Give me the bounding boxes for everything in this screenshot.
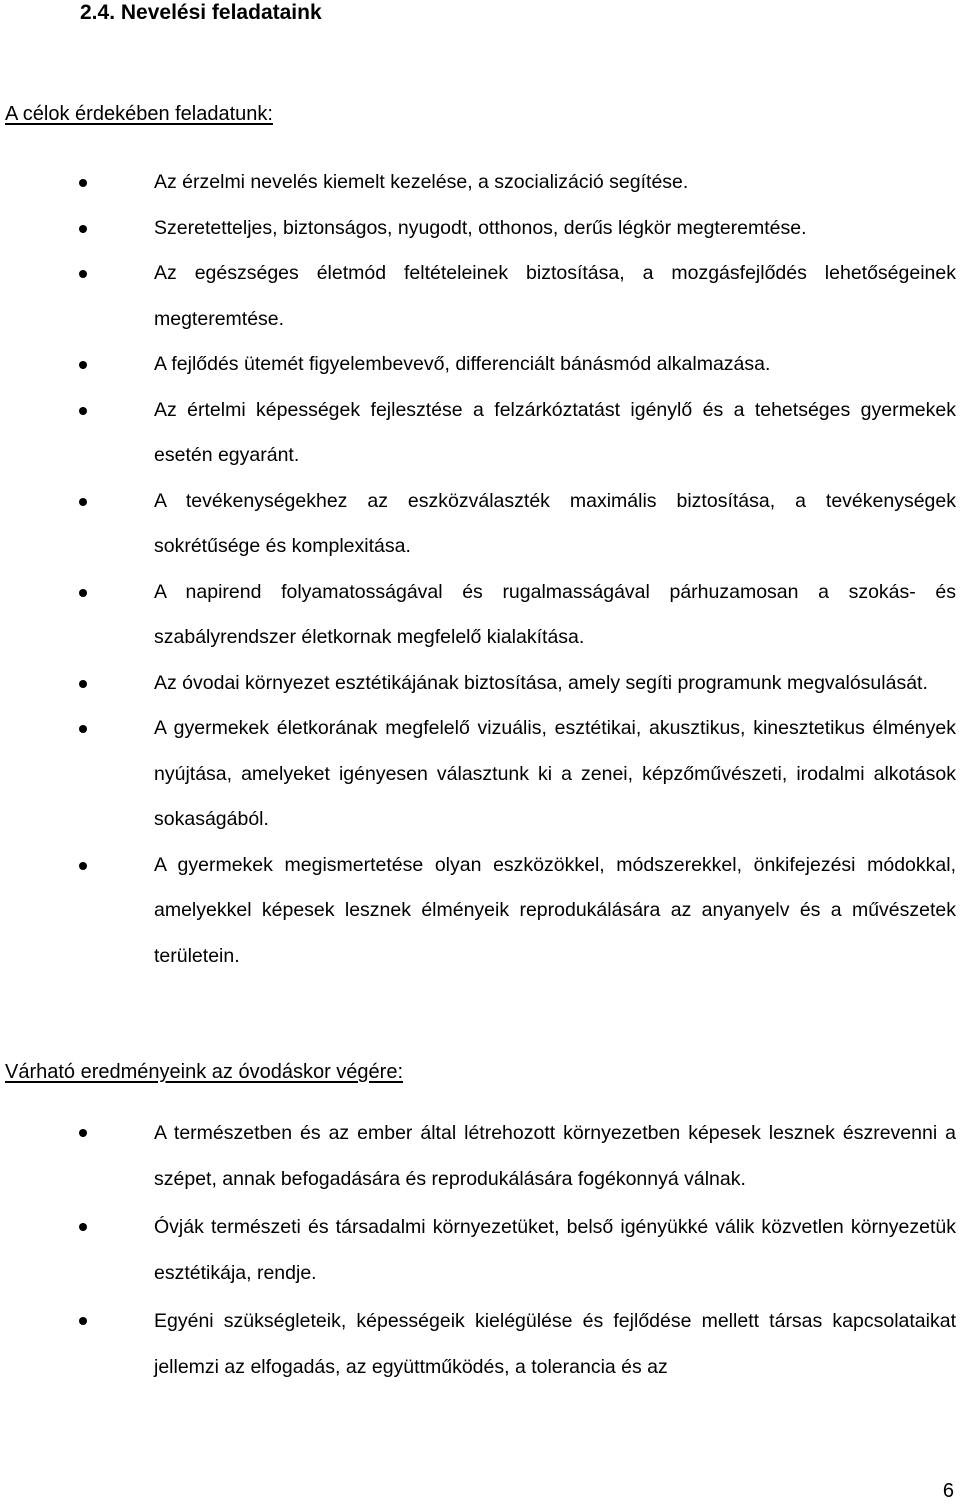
bullet-icon (79, 680, 87, 688)
bullet-icon (79, 498, 87, 506)
list-item (0, 342, 960, 388)
bullet-icon (79, 270, 87, 278)
list-item-text: A napirend folyamatosságával és rugalmasságával párhuzamosan a szokás- és szabályrendszer életkornak megfelelő kialakítása. (154, 580, 956, 648)
list-item (0, 843, 960, 980)
bullet-icon (79, 589, 87, 597)
list-item (0, 160, 960, 206)
page-number: 6 (942, 1480, 954, 1502)
bullet-icon (79, 361, 87, 369)
section-heading: 2.4. Nevelési feladataink (80, 1, 322, 24)
list-item-text: Óvják természeti és társadalmi környezetüket, belső igényükké válik közvetlen környezetük esztétikája, rendje. (154, 1216, 956, 1284)
bullet-icon (79, 1317, 87, 1325)
list-item-text: A természetben és az ember által létrehozott környezetben képesek lesznek észrevenni a szépet, annak befogadására és reprodukálására fogékonnyá válnak. (154, 1122, 956, 1190)
bullet-icon (79, 862, 87, 870)
results-list (0, 1110, 960, 1392)
goals-subheading: A célok érdekében feladatunk: (5, 103, 273, 125)
bullet-icon (79, 407, 87, 415)
list-item (0, 1110, 960, 1202)
bullet-icon (79, 225, 87, 233)
list-item (0, 1298, 960, 1390)
list-item-text: Az érzelmi nevelés kiemelt kezelése, a szocializáció segítése. (154, 171, 689, 193)
bullet-icon (79, 1223, 87, 1231)
list-item-text: Az egészséges életmód feltételeinek biztosítása, a mozgásfejlődés lehetőségeinek megteremtése. (154, 262, 956, 330)
list-item-text: Szeretetteljes, biztonságos, nyugodt, otthonos, derűs légkör megteremtése. (154, 216, 807, 239)
list-item-text: A gyermekek megismertetése olyan eszközökkel, módszerekkel, önkifejezési módokkal, amelyekkel képesek lesznek élményeik reprodukálására az anyanyelv és a művészetek területein. (154, 853, 956, 967)
list-item (0, 251, 960, 342)
tasks-list (0, 160, 960, 979)
list-item (0, 706, 960, 843)
list-item (0, 661, 960, 707)
list-item (0, 479, 960, 570)
list-item (0, 1204, 960, 1296)
bullet-icon (79, 1129, 87, 1137)
bullet-icon (79, 179, 87, 187)
bullet-icon (79, 725, 87, 733)
list-item-text: A tevékenységekhez az eszközválaszték maximális biztosítása, a tevékenységek sokrétűsége és komplexitása. (154, 489, 956, 557)
list-item-text: Az értelmi képességek fejlesztése a felzárkóztatást igénylő és a tehetséges gyermekek esetén egyaránt. (154, 398, 956, 466)
list-item-text: Egyéni szükségleteik, képességeik kielégülése és fejlődése mellett társas kapcsolataikat jellemzi az elfogadás, az együttműködés, a tolerancia és az (154, 1310, 956, 1378)
list-item (0, 206, 960, 252)
list-item (0, 388, 960, 479)
list-item-text: A gyermekek életkorának megfelelő vizuális, esztétikai, akusztikus, kinesztetikus élmények nyújtása, amelyeket igényesen választunk ki a zenei, képzőművészeti, irodalmi alkotások sokaságából. (154, 717, 956, 830)
list-item-text: A fejlődés ütemét figyelembevevő, differenciált bánásmód alkalmazása. (154, 353, 771, 375)
list-item (0, 570, 960, 661)
results-subheading: Várható eredményeink az óvodáskor végére: (5, 1061, 404, 1083)
list-item-text: Az óvodai környezet esztétikájának biztosítása, amely segíti programunk megvalósulását. (154, 671, 928, 694)
